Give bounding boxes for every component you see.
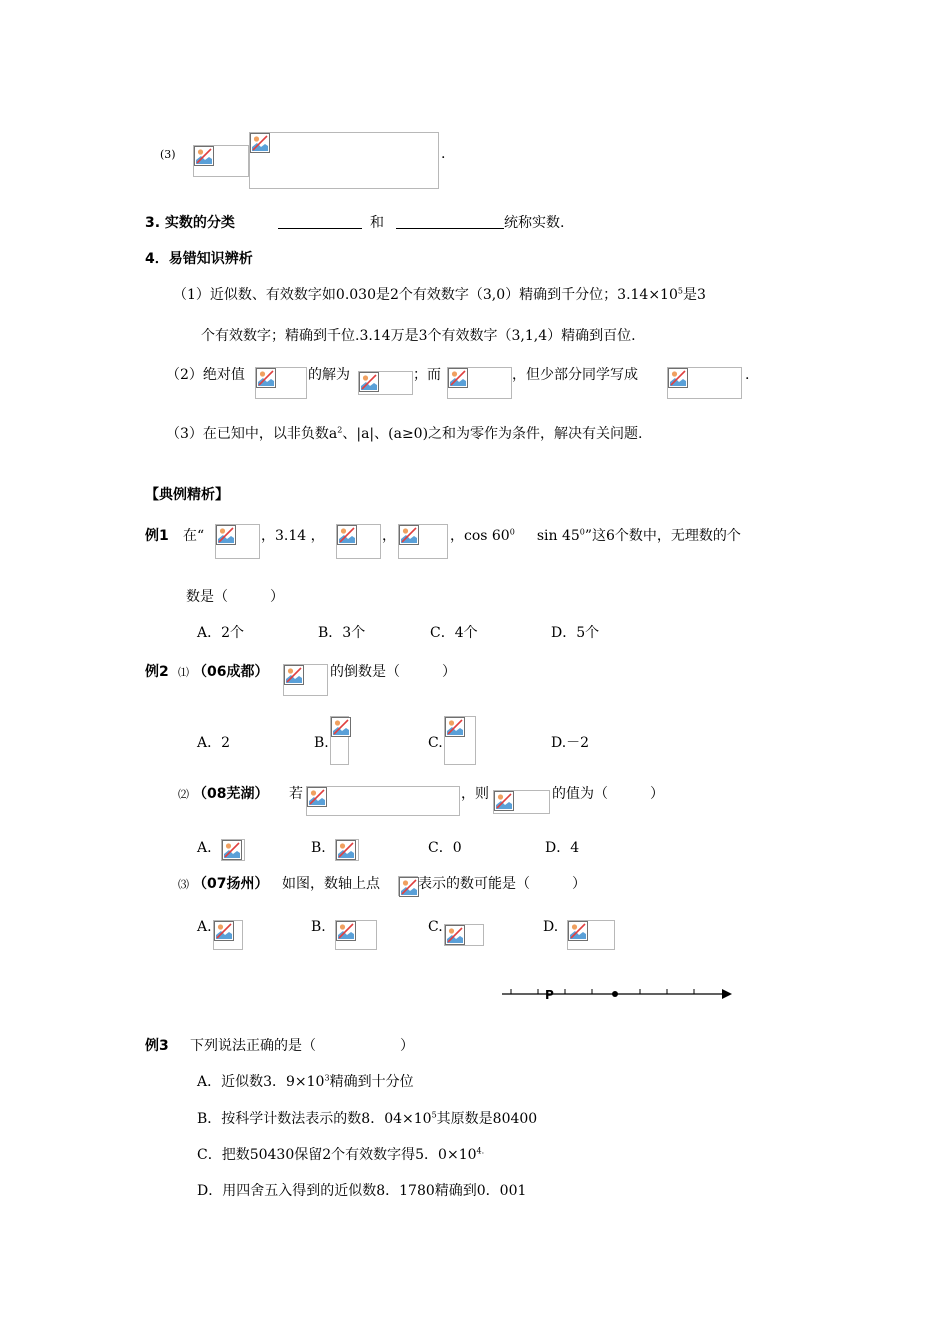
option-b: B．按科学计数法表示的数8．$04\times 10^5$其原数是80400	[197, 1110, 538, 1127]
option-b: B.	[314, 735, 329, 751]
ex1-text-line-2: 数是（ ）	[186, 589, 284, 605]
broken-image-icon	[336, 921, 356, 941]
example-3-label: 例3	[145, 1038, 169, 1054]
point-p-label: P	[545, 988, 554, 1002]
broken-image-icon	[445, 717, 465, 737]
formula-image	[335, 839, 359, 861]
item-number: (3)	[160, 148, 176, 161]
formula-image	[221, 839, 245, 861]
formula-image	[249, 132, 439, 189]
example-1-label: 例1	[145, 528, 169, 544]
option-c: C.	[428, 735, 443, 751]
broken-image-icon	[399, 877, 419, 897]
broken-image-icon	[568, 921, 588, 941]
formula-image	[255, 367, 307, 399]
option-c: C．把数50430保留2个有效数字得5．$0\times 10^{4.}$	[197, 1146, 485, 1163]
formula-image	[215, 524, 260, 559]
option-b: B．3个	[318, 625, 366, 641]
broken-image-icon	[399, 525, 419, 545]
broken-image-icon	[216, 525, 236, 545]
period: .	[745, 367, 750, 383]
broken-image-icon	[336, 840, 356, 860]
formula-image	[336, 524, 381, 559]
broken-image-icon	[256, 368, 276, 388]
formula-image	[335, 920, 377, 950]
broken-image-icon	[359, 372, 379, 392]
paragraph-1-line-2: 个有效数字；精确到千位.3.14万是3个有效数字（3,1,4）精确到百位.	[201, 328, 636, 344]
broken-image-icon	[214, 921, 234, 941]
broken-image-icon	[284, 665, 304, 685]
option-d: D．4	[545, 840, 580, 856]
option-b: B.	[311, 919, 326, 935]
formula-image	[444, 924, 484, 946]
origin-dot	[612, 991, 618, 997]
broken-image-icon	[448, 368, 468, 388]
formula-image	[444, 716, 476, 765]
option-a: A．2	[197, 735, 231, 751]
formula-image	[213, 920, 243, 950]
formula-image	[306, 786, 460, 816]
examples-heading: 【典例精析】	[145, 487, 229, 503]
tail-text: 统称实数.	[504, 215, 565, 231]
option-c: C．4个	[430, 625, 478, 641]
q-number: ⑴	[178, 666, 189, 679]
p2-text: ；而	[413, 367, 441, 383]
formula-image	[358, 371, 413, 395]
option-d: D．用四舍五入得到的近似数8．1780精确到0．001	[197, 1183, 527, 1199]
formula-image	[667, 367, 742, 399]
formula-image	[330, 716, 349, 765]
option-c: C．0	[428, 840, 462, 856]
q-number: ⑵	[178, 788, 189, 801]
q-text: 若	[289, 786, 303, 802]
broken-image-icon	[494, 791, 514, 811]
period: .	[441, 146, 446, 162]
option-d: D.	[543, 919, 559, 935]
broken-image-icon	[331, 717, 351, 737]
formula-image	[447, 367, 512, 399]
ex1-text: ，$\cos 60^0$ $\sin 45^0$”这6个数中，无理数的个	[450, 527, 741, 544]
broken-image-icon	[222, 840, 242, 860]
section-heading: 4．易错知识辨析	[145, 251, 253, 267]
broken-image-icon	[445, 925, 465, 945]
blank-line	[396, 214, 504, 234]
q-text: 表示的数可能是（ ）	[418, 876, 586, 892]
broken-image-icon	[668, 368, 688, 388]
option-b: B.	[311, 840, 326, 856]
ex1-text: ，3.14 ，	[261, 528, 325, 544]
q-text: 的倒数是（ ）	[330, 664, 456, 680]
option-a: A.	[197, 840, 212, 856]
option-a: A．近似数3．$9\times 10^3$精确到十分位	[197, 1073, 414, 1090]
ex1-text: ，	[382, 528, 396, 544]
p2-text: （2）绝对值	[166, 367, 245, 383]
q-source: （06成都）	[193, 664, 269, 680]
formula-image	[398, 524, 448, 559]
broken-image-icon	[250, 133, 270, 153]
option-d: D.－2	[551, 735, 590, 751]
q-text: ，则	[461, 786, 489, 802]
p2-text: 的解为	[308, 367, 350, 383]
p2-text: ，但少部分同学写成	[512, 367, 638, 383]
option-c: C.	[428, 919, 443, 935]
broken-image-icon	[337, 525, 357, 545]
ex1-text: 在“	[183, 528, 205, 544]
formula-image	[193, 145, 249, 177]
q-text: 的值为（ ）	[552, 786, 664, 802]
q-text: 如图，数轴上点	[282, 876, 380, 892]
and-text: 和	[370, 215, 384, 231]
q-source: （08芜湖）	[193, 786, 269, 802]
formula-image	[398, 876, 418, 896]
broken-image-icon	[194, 146, 214, 166]
example-2-label: 例2	[145, 664, 169, 680]
q-number: ⑶	[178, 878, 189, 891]
paragraph-3: （3）在已知中，以非负数$a^2$、|a|、(a≥0)之和为零作为条件，解决有关问题.	[166, 425, 643, 442]
option-a: A.	[197, 919, 212, 935]
formula-image	[283, 664, 328, 696]
blank-line	[278, 214, 362, 234]
formula-image	[567, 920, 615, 950]
option-d: D．5个	[551, 625, 600, 641]
option-a: A．2个	[197, 625, 245, 641]
paragraph-1-line-1: （1）近似数、有效数字如0.030是2个有效数字（3,0）精确到千分位；$3.14\times 10^5$是3	[173, 286, 706, 303]
ex3-stem: 下列说法正确的是（ ）	[190, 1038, 414, 1054]
formula-image	[493, 790, 550, 814]
q-source: （07扬州）	[193, 876, 269, 892]
number-line	[500, 982, 740, 1008]
broken-image-icon	[307, 787, 327, 807]
section-heading: 3. 实数的分类	[145, 215, 235, 231]
